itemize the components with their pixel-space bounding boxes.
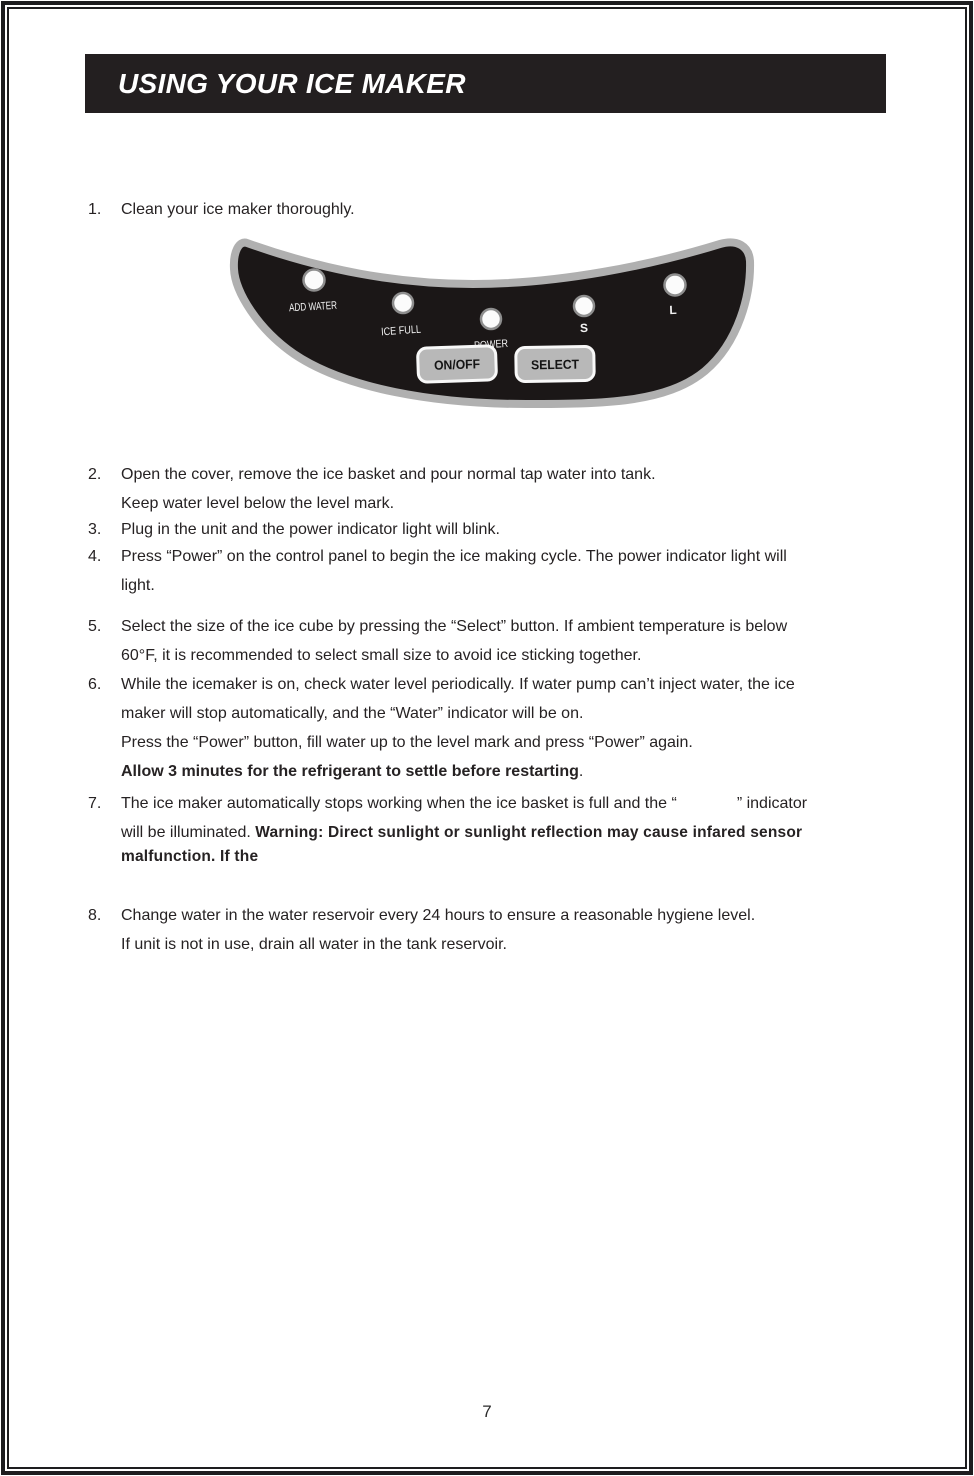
step-3-text: Plug in the unit and the power indicator light will blink. — [121, 521, 500, 538]
section-header-bar — [85, 54, 886, 113]
step-5-line-2: 60°F, it is recommended to select small size to avoid ice sticking together. — [121, 647, 642, 664]
control-panel-graphic — [228, 230, 758, 412]
step-3-number: 3. — [88, 521, 102, 538]
step-4-line-2: light. — [121, 577, 155, 594]
step-5-number: 5. — [88, 618, 102, 635]
step-3 — [88, 515, 900, 544]
step-7-warning-text: Warning: Direct sunlight or sunlight reflection may cause infared sensor — [255, 824, 803, 841]
step-7-line-1-post: ” indicator — [736, 795, 808, 812]
step-7 — [88, 789, 900, 868]
step-6-bold-line — [121, 757, 900, 786]
on-off-button-label: ON/OFF — [433, 356, 484, 373]
step-1-number: 1. — [88, 201, 102, 218]
ice-full-light-icon — [393, 293, 413, 313]
step-6-bold-tail: . — [578, 763, 584, 780]
step-8-line-1: Change water in the water reservoir every 24 hours to ensure a reasonable hygiene level. — [121, 907, 756, 924]
step-7-warning-block — [121, 821, 900, 868]
step-7-line-1-pre: The ice maker automatically stops working when the ice basket is full and the “ — [121, 795, 677, 812]
step-6-line-2: maker will stop automatically, and the “Water” indicator will be on. — [121, 705, 584, 722]
large-size-light-icon — [665, 275, 686, 296]
step-4 — [88, 542, 900, 600]
step-8 — [88, 901, 900, 959]
step-8-line-2: If unit is not in use, drain all water in the tank reservoir. — [121, 936, 507, 953]
step-2-line-1: Open the cover, remove the ice basket and pour normal tap water into tank. — [121, 466, 656, 483]
step-8-number: 8. — [88, 907, 102, 924]
step-2-line-2: Keep water level below the level mark. — [121, 495, 395, 512]
step-5-line-1: Select the size of the ice cube by pressing the “Select” button. If ambient temperature is below — [121, 618, 788, 635]
size-s-label: S — [579, 320, 589, 336]
step-1-text: Clean your ice maker thoroughly. — [121, 201, 355, 218]
step-7-warning-text-2: malfunction. If the — [121, 847, 259, 865]
step-2-number: 2. — [88, 466, 102, 483]
step-5 — [88, 612, 900, 670]
step-6 — [88, 670, 900, 786]
small-size-light-icon — [574, 296, 594, 316]
step-6-line-1: While the icemaker is on, check water level periodically. If water pump can’t inject water, the ice — [121, 676, 795, 693]
select-button-label: SELECT — [530, 356, 583, 373]
size-l-label: L — [669, 302, 677, 318]
step-6-line-3: Press the “Power” button, fill water up to the level mark and press “Power” again. — [121, 734, 693, 751]
control-panel-illustration — [228, 230, 758, 412]
power-light-icon — [481, 309, 501, 329]
step-7-line-1 — [121, 789, 900, 818]
step-4-line-1: Press “Power” on the control panel to begin the ice making cycle. The power indicator light will — [121, 548, 787, 565]
ice-full-label: ICE FULL — [380, 323, 430, 339]
step-7-number: 7. — [88, 795, 102, 812]
section-title: USING YOUR ICE MAKER — [118, 68, 466, 99]
add-water-label: ADD WATER — [288, 298, 355, 315]
page-number: 7 — [482, 1402, 492, 1421]
step-7-normal-text: will be illuminated. — [121, 824, 256, 841]
step-2 — [88, 460, 900, 518]
step-4-number: 4. — [88, 548, 102, 565]
power-label: POWER — [473, 337, 516, 353]
step-6-bold-text: Allow 3 minutes for the refrigerant to settle before restarting — [121, 763, 579, 780]
step-1 — [88, 195, 900, 224]
indicator-name-blank — [677, 807, 737, 808]
step-6-number: 6. — [88, 676, 102, 693]
add-water-light-icon — [304, 270, 325, 291]
